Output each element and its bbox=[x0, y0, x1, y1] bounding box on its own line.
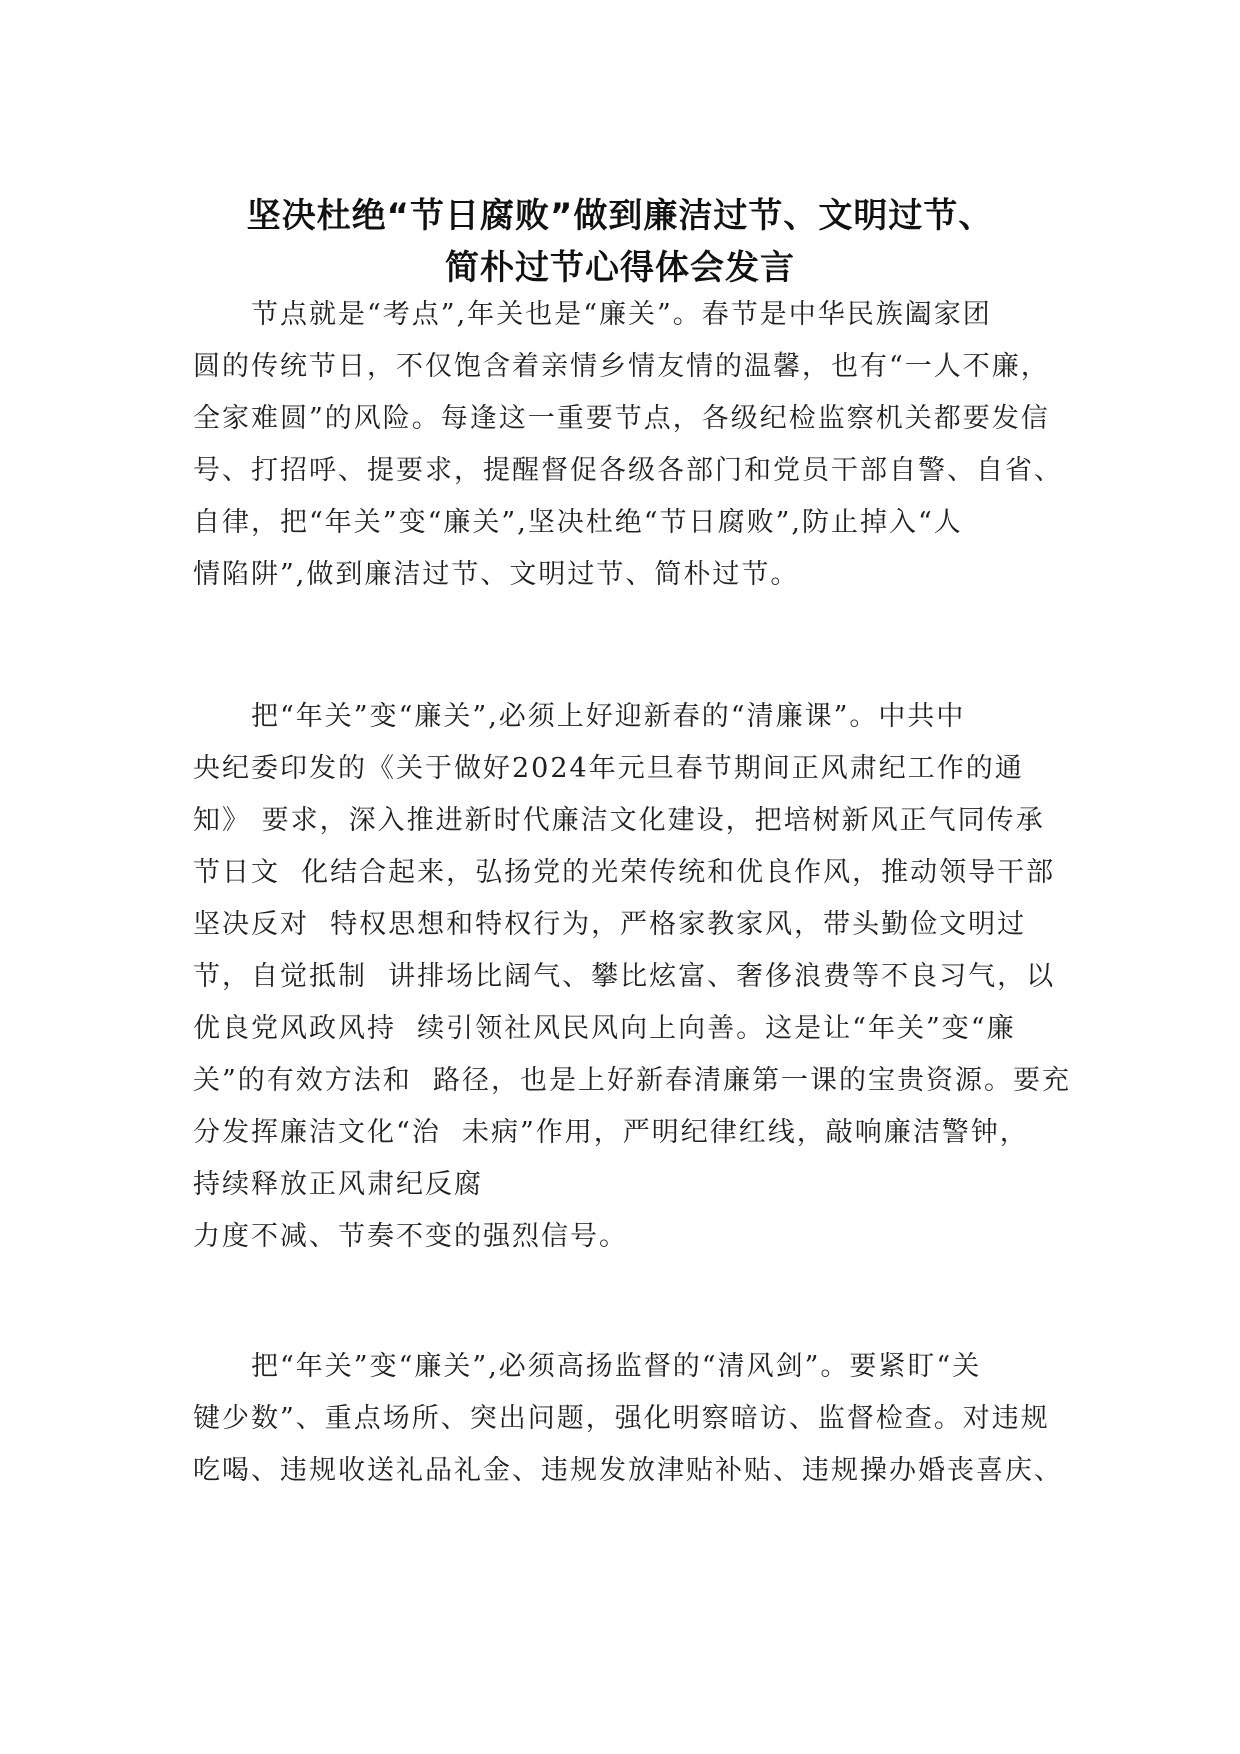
paragraph-line: 知》 要求，深入推进新时代廉洁文化建设，把培树新风正气同传承 bbox=[193, 805, 1045, 836]
document-title-line-2: 简朴过节心得体会发言 bbox=[445, 248, 795, 288]
paragraph-line: 把“年关”变“廉关”,必须上好迎新春的“清廉课”。中共中 bbox=[193, 701, 966, 732]
paragraph-line: 关”的有效方法和 路径，也是上好新春清廉第一课的宝贵资源。要充 bbox=[193, 1065, 1071, 1096]
paragraph-line: 全家难圆”的风险。每逢这一重要节点，各级纪检监察机关都要发信 bbox=[193, 403, 1050, 434]
paragraph-line: 优良党风政风持 续引领社风民风向上向善。这是让“年关”变“廉 bbox=[193, 1013, 1016, 1044]
paragraph-line: 号、打招呼、提要求，提醒督促各级各部门和党员干部自警、自省、 bbox=[193, 455, 1063, 486]
paragraph-line: 节，自觉抵制 讲排场比阔气、攀比炫富、奢侈浪费等不良习气，以 bbox=[193, 961, 1056, 992]
paragraph-line: 节日文 化结合起来，弘扬党的光荣传统和优良作风，推动领导干部 bbox=[193, 857, 1056, 888]
paragraph-line: 吃喝、违规收送礼品礼金、违规发放津贴补贴、违规操办婚丧喜庆、 bbox=[193, 1455, 1063, 1486]
paragraph-line: 情陷阱”,做到廉洁过节、文明过节、简朴过节。 bbox=[193, 559, 800, 590]
paragraph-line: 持续释放正风肃纪反腐 bbox=[193, 1169, 483, 1200]
paragraph-line: 分发挥廉洁文化“治 未病”作用，严明纪律红线，敲响廉洁警钟， bbox=[193, 1117, 1029, 1148]
paragraph-line: 央纪委印发的《关于做好2024年元旦春节期间正风肃纪工作的通 bbox=[193, 753, 1024, 784]
paragraph-line: 节点就是“考点”,年关也是“廉关”。春节是中华民族阖家团 bbox=[193, 299, 992, 330]
paragraph-line: 坚决反对 特权思想和特权行为，严格家教家风，带头勤俭文明过 bbox=[193, 909, 1027, 940]
document-title-line-1: 坚决杜绝“节日腐败”做到廉洁过节、文明过节、 bbox=[246, 196, 994, 236]
paragraph-line: 键少数”、重点场所、突出问题，强化明察暗访、监督检查。对违规 bbox=[193, 1403, 1050, 1434]
paragraph-line: 力度不减、节奏不变的强烈信号。 bbox=[193, 1221, 628, 1252]
paragraph-line: 把“年关”变“廉关”,必须高扬监督的“清风剑”。要紧盯“关 bbox=[193, 1351, 982, 1382]
paragraph-line: 自律，把“年关”变“廉关”,坚决杜绝“节日腐败”,防止掉入“人 bbox=[193, 507, 963, 538]
paragraph-line: 圆的传统节日，不仅饱含着亲情乡情友情的温馨，也有“一人不廉， bbox=[193, 351, 1050, 382]
